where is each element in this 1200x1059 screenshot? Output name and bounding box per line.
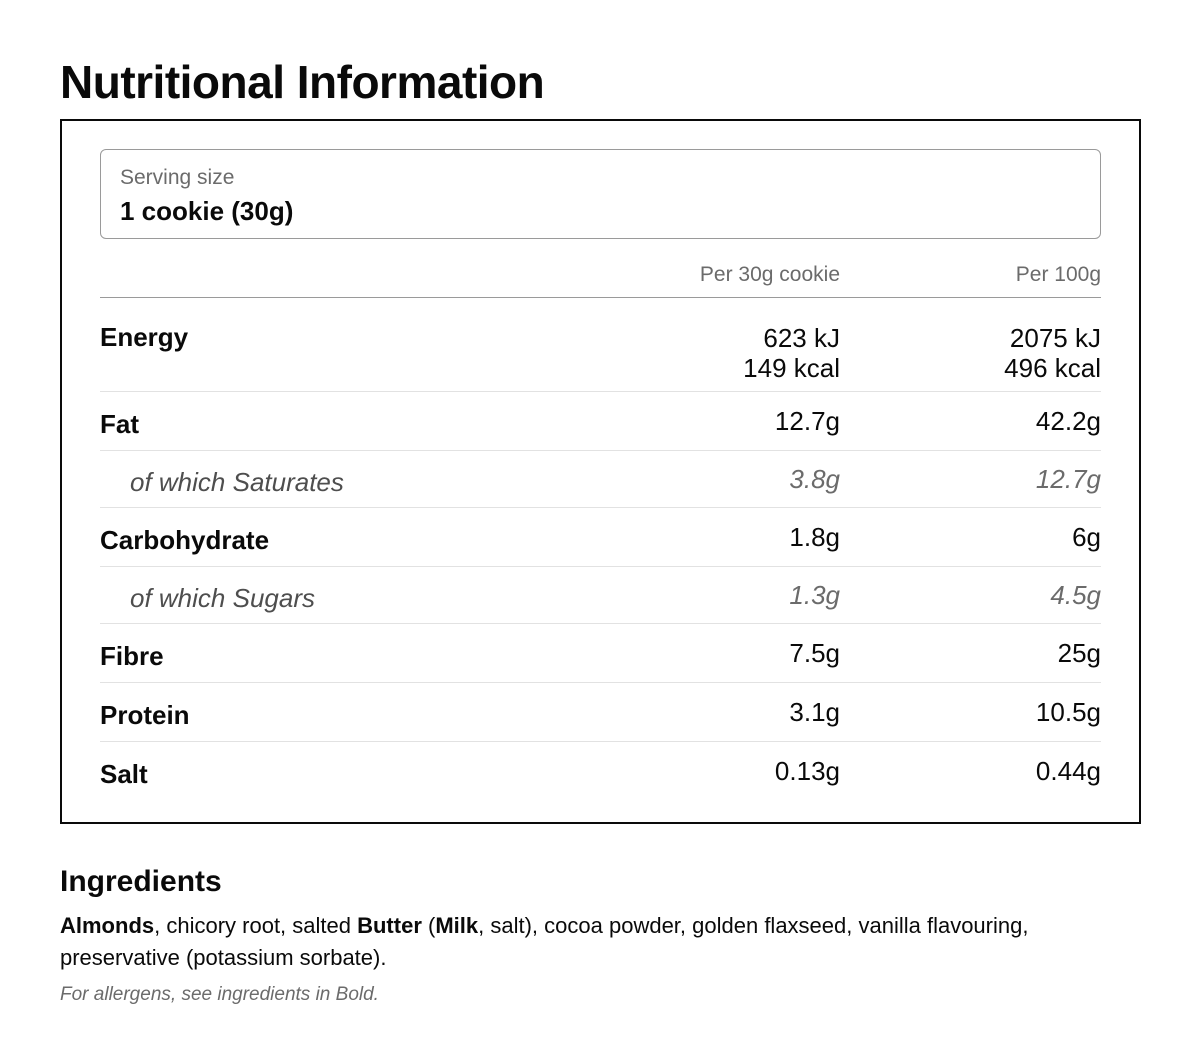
nutrient-row (100, 624, 1101, 683)
value-per-100g-line: 4.5g (1050, 580, 1101, 610)
nutrient-name: of which Saturates (130, 467, 344, 497)
ingredients-text (60, 910, 1100, 974)
nutrient-row (100, 392, 1101, 451)
ingredients-heading: Ingredients (60, 865, 222, 898)
nutrient-row (100, 683, 1101, 742)
serving-size-value: 1 cookie (30g) (120, 196, 294, 226)
nutrient-row (100, 742, 1101, 800)
value-per-100g-line: 2075 kJ (1009, 323, 1101, 353)
nutrient-name: Carbohydrate (100, 525, 270, 555)
value-per-serving-line: 3.8g (789, 464, 840, 494)
ingredient-text: , chicory root, salted (154, 913, 358, 938)
value-per-100g-line: 496 kcal (1004, 353, 1101, 383)
nutrient-row (100, 567, 1101, 624)
nutrient-name: Energy (100, 322, 189, 352)
value-per-serving-line: 623 kJ (763, 323, 840, 353)
value-per-serving (789, 522, 840, 552)
value-per-100g-line: 12.7g (1035, 464, 1101, 494)
value-per-serving (789, 464, 840, 494)
allergen-ingredient: Milk (435, 913, 479, 938)
allergen-note: For allergens, see ingredients in Bold. (60, 984, 379, 1005)
column-header-per-100g: Per 100g (1015, 263, 1101, 286)
nutrient-row (100, 298, 1101, 392)
serving-size-box (100, 149, 1101, 239)
nutrition-panel (60, 119, 1141, 824)
value-per-serving (789, 580, 840, 610)
nutrition-table-header (100, 249, 1101, 298)
nutrient-name: of which Sugars (130, 583, 315, 613)
value-per-serving (775, 756, 840, 786)
value-per-serving (789, 638, 840, 668)
nutrient-name: Salt (100, 759, 148, 789)
allergen-ingredient: Butter (357, 913, 422, 938)
nutrient-row (100, 508, 1101, 567)
value-per-100g-line: 10.5g (1035, 697, 1101, 727)
allergen-ingredient: Almonds (60, 913, 155, 938)
page-title: Nutritional Information (60, 56, 545, 108)
value-per-100g (1050, 580, 1101, 610)
value-per-serving (743, 323, 840, 383)
ingredient-text: , salt), cocoa powder, golden flaxseed, vanilla flavouring, preservative (potassium sorbate). (60, 913, 1029, 970)
value-per-100g (1036, 697, 1101, 727)
value-per-serving-line: 1.8g (789, 522, 840, 552)
value-per-serving-line: 12.7g (774, 406, 840, 436)
value-per-100g (1036, 464, 1101, 494)
value-per-100g (1058, 638, 1101, 668)
value-per-serving (789, 697, 840, 727)
nutrition-table (100, 249, 1101, 800)
nutrient-name: Fat (100, 409, 139, 439)
value-per-100g-line: 0.44g (1035, 756, 1101, 786)
value-per-100g-line: 42.2g (1035, 406, 1101, 436)
value-per-serving (775, 406, 840, 436)
value-per-100g (1036, 756, 1101, 786)
value-per-100g (1036, 406, 1101, 436)
value-per-serving-line: 1.3g (789, 580, 840, 610)
value-per-100g (1004, 323, 1101, 383)
value-per-serving-line: 7.5g (789, 638, 840, 668)
nutrient-name: Protein (100, 700, 190, 730)
column-header-per-serving: Per 30g cookie (699, 263, 840, 286)
nutrient-name: Fibre (100, 641, 164, 671)
value-per-100g-line: 25g (1057, 638, 1101, 668)
serving-size-label: Serving size (120, 166, 235, 189)
nutrient-row (100, 451, 1101, 508)
value-per-100g-line: 6g (1072, 522, 1101, 552)
ingredient-text: ( (421, 913, 436, 938)
value-per-serving-line: 149 kcal (743, 353, 840, 383)
nutrition-rows (100, 298, 1101, 800)
value-per-serving-line: 3.1g (789, 697, 840, 727)
value-per-serving-line: 0.13g (774, 756, 840, 786)
value-per-100g (1072, 522, 1101, 552)
